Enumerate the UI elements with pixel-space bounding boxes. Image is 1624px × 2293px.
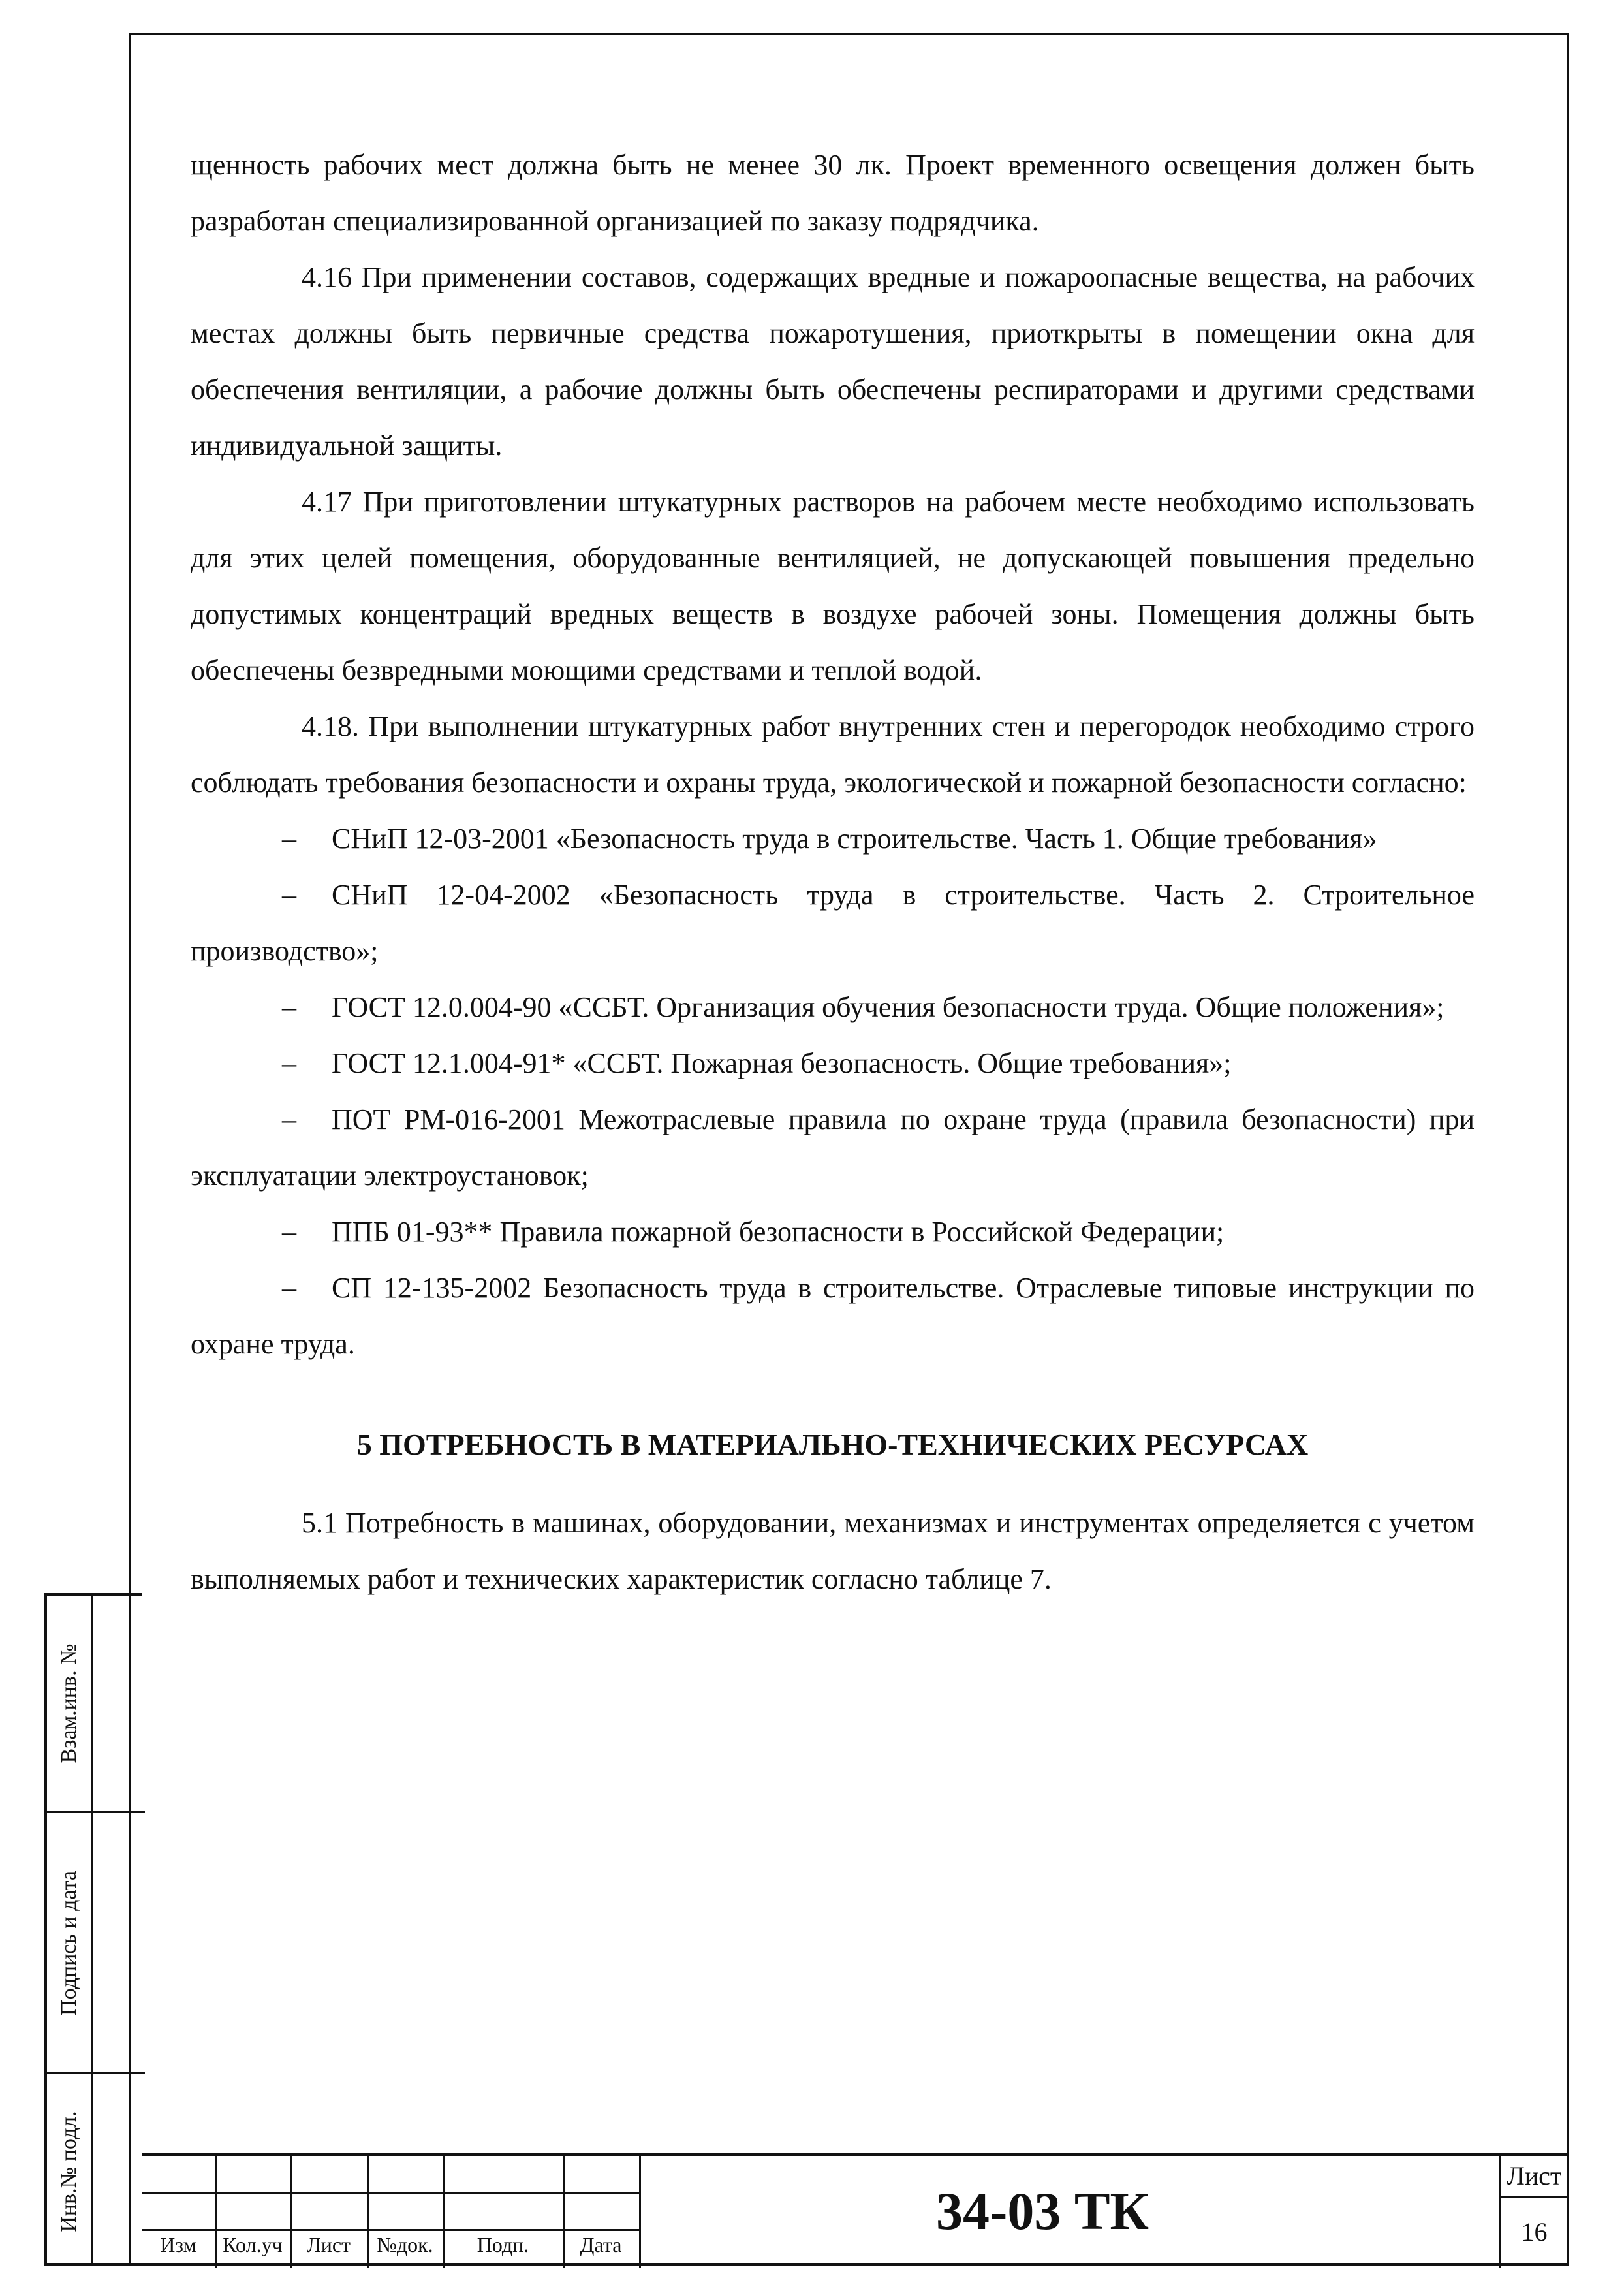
list-item-text: СНиП 12-04-2002 «Безопасность труда в строительстве. Часть 2. Строительное производство»; [191, 879, 1475, 967]
paragraph-4-17: 4.17 При приготовлении штукатурных растворов на рабочем месте необходимо использовать для этих целей помещения, оборудованные вентиляцией, не допускающей повышения предельно допустимых концентраций вредных веществ в воздухе рабочей зоны. Помещения должны быть обеспечены безвредными моющими средствами и теплой водой. [191, 486, 1475, 686]
list-item [191, 811, 1475, 867]
dash-marker: – [282, 991, 296, 1023]
list-item-text: СНиП 12-03-2001 «Безопасность труда в строительстве. Часть 1. Общие требования» [332, 823, 1377, 855]
list-item-text: ППБ 01-93** Правила пожарной безопасности в Российской Федерации; [332, 1216, 1225, 1248]
paragraph-4-16: 4.16 При применении составов, содержащих вредные и пожароопасные вещества, на рабочих местах должны быть первичные средства пожаротушения, приоткрыты в помещении окна для обеспечения вентиляции, а рабочие должны быть обеспечены респираторами и другими средствами индивидуальной защиты. [191, 261, 1475, 462]
column-header-ndok: №док. [377, 2233, 433, 2256]
sheet-label: Лист [1507, 2161, 1562, 2190]
side-stamp [44, 1593, 142, 2266]
side-cell-podpis [47, 1811, 91, 2072]
grid-line [639, 2156, 641, 2268]
column-header-podp: Подп. [476, 2233, 529, 2256]
dash-marker: – [282, 823, 296, 855]
paragraph-continuation: щенность рабочих мест должна быть не менее 30 лк. Проект временного освещения должен быть разработан специализированной организацией по заказу подрядчика. [191, 149, 1475, 237]
side-label-vzam: Взам.инв. № [57, 1643, 81, 1763]
list-item-text: ГОСТ 12.1.004-91* «ССБТ. Пожарная безопасность. Общие требования»; [332, 1047, 1232, 1079]
list-item [191, 1036, 1475, 1092]
dash-marker: – [282, 1216, 296, 1248]
section-heading: 5 ПОТРЕБНОСТЬ В МАТЕРИАЛЬНО-ТЕХНИЧЕСКИХ РЕСУРСАХ [356, 1428, 1309, 1461]
list-item [191, 867, 1475, 979]
list-item-text: СП 12-135-2002 Безопасность труда в строительстве. Отраслевые типовые инструкции по охране труда. [191, 1272, 1475, 1360]
dash-marker: – [282, 879, 296, 911]
list-item [191, 1092, 1475, 1204]
column-header-data: Дата [580, 2233, 622, 2256]
sheet-number: 16 [1521, 2217, 1548, 2247]
column-header-kol-uch: Кол.уч [223, 2233, 283, 2256]
document-body [191, 137, 1475, 1607]
list-item-text: ПОТ РМ-016-2001 Межотраслевые правила по охране труда (правила безопасности) при эксплуатации электроустановок; [191, 1103, 1475, 1192]
side-cell-inv [47, 2072, 91, 2268]
side-inner-line [91, 2072, 145, 2074]
side-inner-line [91, 1811, 145, 1813]
column-header-list: Лист [306, 2233, 351, 2256]
list-item-text: ГОСТ 12.0.004-90 «ССБТ. Организация обучения безопасности труда. Общие положения»; [332, 991, 1444, 1023]
dash-marker: – [282, 1103, 296, 1135]
list-item [191, 1204, 1475, 1260]
paragraph-4-18: 4.18. При выполнении штукатурных работ внутренних стен и перегородок необходимо строго соблюдать требования безопасности и охраны труда, экологической и пожарной безопасности согласно: [191, 710, 1475, 799]
dash-marker: – [282, 1047, 296, 1079]
side-label-podpis: Подпись и дата [57, 1870, 81, 2016]
side-cell-vzam [47, 1596, 91, 1811]
list-item [191, 1260, 1475, 1372]
paragraph-5-1: 5.1 Потребность в машинах, оборудовании, механизмах и инструментах определяется с учетом выполняемых работ и технических характеристик согласно таблице 7. [191, 1507, 1475, 1595]
list-item [191, 979, 1475, 1036]
side-label-inv: Инв.№ подл. [57, 2110, 81, 2232]
document-code: 34-03 ТК [936, 2181, 1149, 2241]
dash-marker: – [282, 1272, 296, 1304]
side-divider [91, 1596, 93, 2266]
title-block [142, 2153, 1569, 2266]
column-header-izm: Изм [160, 2233, 196, 2256]
